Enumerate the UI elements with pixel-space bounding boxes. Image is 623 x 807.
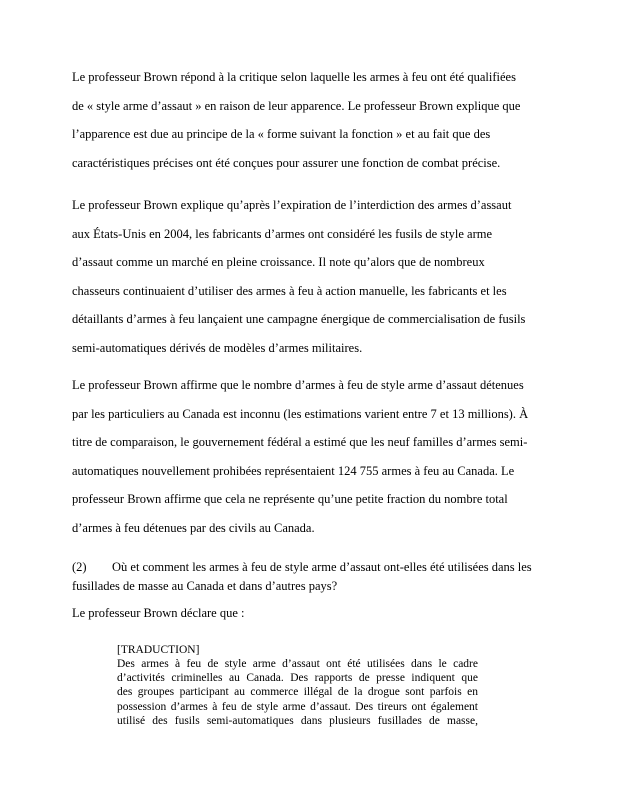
- text-line: par les particuliers au Canada est inconnu (les estimations varient entre 7 et 13 millions). À: [72, 406, 529, 421]
- text-line: titre de comparaison, le gouvernement fédéral a estimé que les neuf familles d’armes semi-: [72, 435, 528, 449]
- text-line: d’assaut comme un marché en pleine croissance. Il note qu’alors que de nombreux: [72, 255, 485, 269]
- text-line: de « style arme d’assaut » en raison de leur apparence. Le professeur Brown explique que: [72, 98, 521, 113]
- text-line: Le professeur Brown répond à la critique selon laquelle les armes à feu ont été qualifiées: [72, 70, 516, 84]
- question-line: fusillades de masse au Canada et dans d’autres pays?: [72, 578, 338, 593]
- quote-line: des groupes participant au commerce illégal de la drogue sont parfois en: [117, 686, 478, 699]
- text-line: Le professeur Brown affirme que le nombre d’armes à feu de style arme d’assaut détenues: [72, 378, 524, 392]
- text-line: chasseurs continuaient d’utiliser des armes à feu à action manuelle, les fabricants et les: [72, 283, 507, 298]
- numbered-question-2: [72, 558, 550, 595]
- body-paragraph-3: [72, 371, 550, 542]
- quote-line: Des armes à feu de style arme d’assaut ont été utilisées dans le cadre: [117, 657, 478, 670]
- text-line: détaillants d’armes à feu lançaient une campagne énergique de commercialisation de fusils: [72, 312, 526, 326]
- quote-line: utilisé des fusils semi-automatiques dans plusieurs fusillades de masse,: [117, 714, 478, 727]
- body-paragraph-2: [72, 191, 550, 362]
- text-line: Le professeur Brown explique qu’après l’expiration de l’interdiction des armes d’assaut: [72, 198, 512, 212]
- text-line: professeur Brown affirme que cela ne représente qu’une petite fraction du nombre total: [72, 492, 508, 506]
- text-line: semi-automatiques dérivés de modèles d’armes militaires.: [72, 340, 363, 355]
- text-line: l’apparence est due au principe de la « forme suivant la fonction » et au fait que des: [72, 127, 491, 141]
- translation-label: [TRADUCTION]: [117, 643, 200, 656]
- quote-line: possession d’armes à feu de style arme d’assaut. Des tireurs ont également: [117, 700, 478, 713]
- text-line: automatiques nouvellement prohibées représentaient 124 755 armes à feu au Canada. Le: [72, 463, 515, 478]
- question-number: (2): [72, 560, 87, 574]
- blockquote-translation: [117, 643, 478, 728]
- quote-intro-line: Le professeur Brown déclare que :: [72, 606, 245, 621]
- document-content: [72, 63, 550, 728]
- question-text: Où et comment les armes à feu de style arme d’assaut ont-elles été utilisées dans les: [112, 560, 532, 574]
- body-paragraph-1: [72, 63, 550, 177]
- text-line: caractéristiques précises ont été conçues pour assurer une fonction de combat précise.: [72, 155, 501, 170]
- quote-line: d’activités criminelles au Canada. Des rapports de presse indiquent que: [117, 672, 478, 685]
- question-line: [72, 558, 550, 577]
- text-line: d’armes à feu détenues par des civils au Canada.: [72, 520, 315, 535]
- text-line: aux États-Unis en 2004, les fabricants d’armes ont considéré les fusils de style arme: [72, 226, 493, 241]
